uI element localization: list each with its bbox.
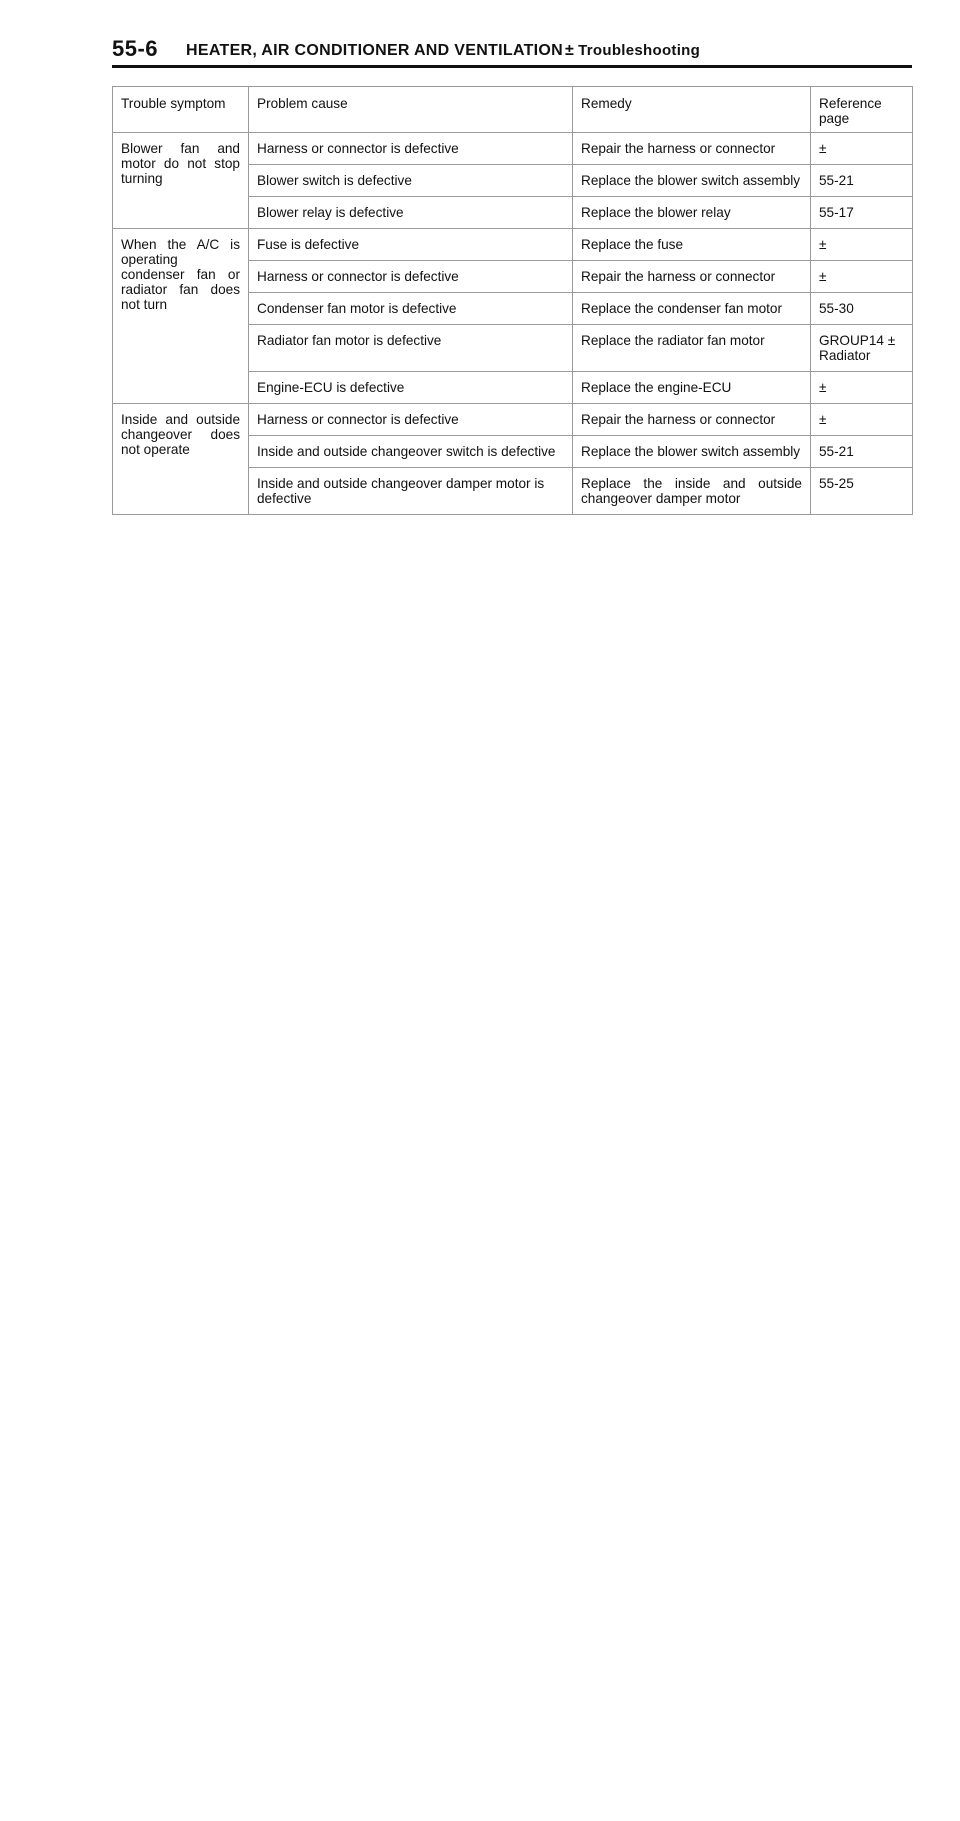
reference-cell: ± — [811, 404, 913, 436]
cause-cell: Harness or connector is defective — [249, 404, 573, 436]
symptom-cell: When the A/C is operating condenser fan or radiator fan does not turn — [113, 229, 249, 404]
cause-cell: Harness or connector is defective — [249, 261, 573, 293]
reference-cell: 55-17 — [811, 197, 913, 229]
reference-cell: ± — [811, 229, 913, 261]
table-header-row — [113, 87, 913, 133]
cause-cell: Fuse is defective — [249, 229, 573, 261]
remedy-cell: Replace the engine-ECU — [573, 372, 811, 404]
troubleshooting-table-container — [112, 86, 912, 515]
remedy-cell: Replace the inside and outside changeover damper motor — [573, 468, 811, 515]
remedy-cell: Replace the blower switch assembly — [573, 165, 811, 197]
reference-cell: ± — [811, 261, 913, 293]
troubleshooting-table — [112, 86, 913, 515]
cause-cell: Harness or connector is defective — [249, 133, 573, 165]
table-row — [113, 404, 913, 436]
remedy-cell: Replace the radiator fan motor — [573, 325, 811, 372]
table-row — [113, 133, 913, 165]
remedy-cell: Repair the harness or connector — [573, 133, 811, 165]
column-header-remedy: Remedy — [573, 87, 811, 133]
column-header-symptom: Trouble symptom — [113, 87, 249, 133]
title-separator: ± — [565, 42, 575, 59]
remedy-cell: Replace the blower relay — [573, 197, 811, 229]
reference-cell: GROUP14 ± Radiator — [811, 325, 913, 372]
cause-cell: Inside and outside changeover switch is defective — [249, 436, 573, 468]
remedy-cell: Repair the harness or connector — [573, 404, 811, 436]
subsection-title: Troubleshooting — [578, 42, 701, 59]
cause-cell: Blower relay is defective — [249, 197, 573, 229]
symptom-cell: Blower fan and motor do not stop turning — [113, 133, 249, 229]
remedy-cell: Replace the blower switch assembly — [573, 436, 811, 468]
page-number: 55-6 — [112, 36, 159, 61]
section-title-line — [186, 42, 700, 60]
reference-cell: 55-21 — [811, 165, 913, 197]
section-title: HEATER, AIR CONDITIONER AND VENTILATION — [186, 42, 564, 59]
cause-cell: Inside and outside changeover damper motor is defective — [249, 468, 573, 515]
cause-cell: Engine-ECU is defective — [249, 372, 573, 404]
cause-cell: Condenser fan motor is defective — [249, 293, 573, 325]
page-header — [112, 34, 912, 68]
column-header-cause: Problem cause — [249, 87, 573, 133]
remedy-cell: Replace the fuse — [573, 229, 811, 261]
symptom-cell: Inside and outside changeover does not operate — [113, 404, 249, 515]
cause-cell: Blower switch is defective — [249, 165, 573, 197]
remedy-cell: Replace the condenser fan motor — [573, 293, 811, 325]
reference-cell: ± — [811, 372, 913, 404]
reference-cell: 55-30 — [811, 293, 913, 325]
table-row — [113, 229, 913, 261]
reference-cell: 55-25 — [811, 468, 913, 515]
cause-cell: Radiator fan motor is defective — [249, 325, 573, 372]
remedy-cell: Repair the harness or connector — [573, 261, 811, 293]
reference-cell: 55-21 — [811, 436, 913, 468]
column-header-reference: Reference page — [811, 87, 913, 133]
reference-cell: ± — [811, 133, 913, 165]
